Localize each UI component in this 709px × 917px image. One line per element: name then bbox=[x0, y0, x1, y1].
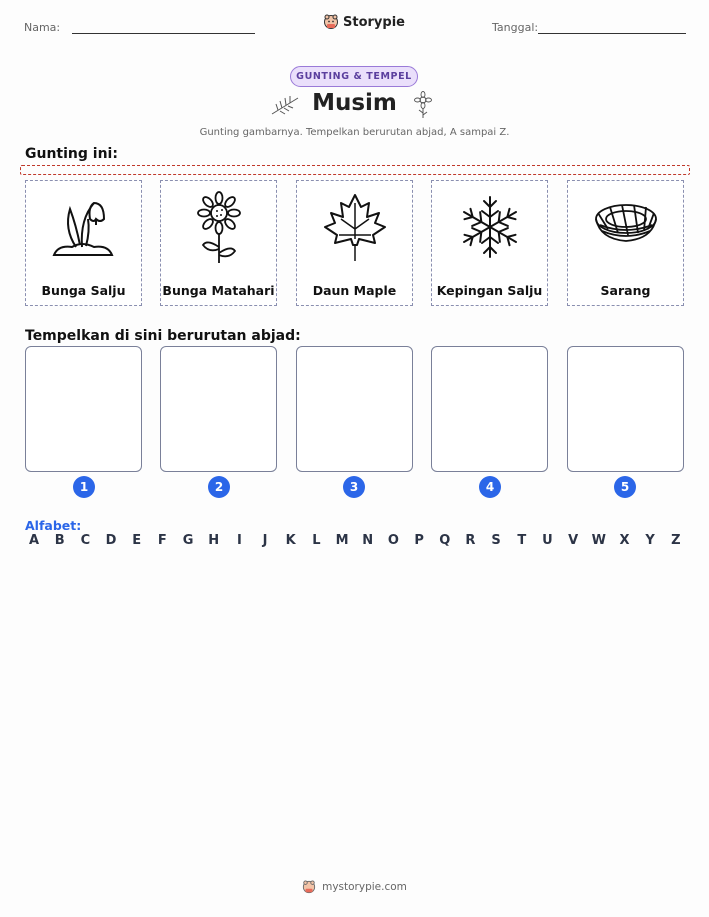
storypie-mascot-icon bbox=[302, 880, 316, 894]
alphabet-letter: K bbox=[285, 533, 296, 548]
flower-doodle-icon bbox=[412, 91, 434, 119]
paste-box-2[interactable] bbox=[160, 346, 277, 472]
cutout-card-maple-leaf[interactable] bbox=[296, 180, 413, 306]
slot-number: 5 bbox=[614, 476, 636, 498]
card-label: Daun Maple bbox=[312, 283, 397, 298]
alphabet-heading: Alfabet: bbox=[25, 518, 82, 533]
alphabet-letter: M bbox=[335, 533, 349, 548]
sunflower-icon bbox=[181, 189, 257, 265]
alphabet-letter: J bbox=[262, 533, 268, 548]
cutout-card-sunflower[interactable] bbox=[160, 180, 277, 306]
alphabet-letter: U bbox=[542, 533, 553, 548]
alphabet-row bbox=[25, 533, 685, 548]
brand-logo bbox=[323, 14, 405, 30]
alphabet-letter: E bbox=[132, 533, 142, 548]
footer-url[interactable]: mystorypie.com bbox=[322, 881, 407, 893]
card-label: Bunga Salju bbox=[41, 283, 126, 298]
nest-icon bbox=[588, 189, 664, 265]
activity-badge: GUNTING & TEMPEL bbox=[290, 66, 418, 87]
alphabet-letter: B bbox=[54, 533, 65, 548]
alphabet-letter: H bbox=[208, 533, 220, 548]
alphabet-letter: X bbox=[619, 533, 630, 548]
date-field-line[interactable] bbox=[538, 33, 686, 34]
storypie-mascot-icon bbox=[323, 14, 339, 30]
cut-section-heading: Gunting ini: bbox=[25, 146, 118, 162]
alphabet-letter: Q bbox=[439, 533, 451, 548]
slot-number: 3 bbox=[343, 476, 365, 498]
card-label: Bunga Matahari bbox=[162, 283, 275, 298]
name-field-line[interactable] bbox=[72, 33, 255, 34]
alphabet-letter: Z bbox=[671, 533, 681, 548]
alphabet-letter: P bbox=[414, 533, 424, 548]
cutout-card-snowflake[interactable] bbox=[431, 180, 548, 306]
alphabet-letter: L bbox=[312, 533, 321, 548]
alphabet-letter: F bbox=[157, 533, 167, 548]
alphabet-letter: R bbox=[465, 533, 476, 548]
paste-box-1[interactable] bbox=[25, 346, 142, 472]
instructions: Gunting gambarnya. Tempelkan berurutan abjad, A sampai Z. bbox=[199, 127, 510, 138]
card-label: Sarang bbox=[600, 283, 651, 298]
alphabet-letter: S bbox=[491, 533, 501, 548]
alphabet-letter: V bbox=[568, 533, 579, 548]
alphabet-letter: D bbox=[105, 533, 117, 548]
slot-number: 1 bbox=[73, 476, 95, 498]
cut-line bbox=[20, 165, 690, 175]
card-label: Kepingan Salju bbox=[436, 283, 543, 298]
alphabet-letter: N bbox=[362, 533, 374, 548]
alphabet-letter: G bbox=[182, 533, 194, 548]
slot-number: 2 bbox=[208, 476, 230, 498]
maple-leaf-icon bbox=[317, 189, 393, 265]
paste-section-heading: Tempelkan di sini berurutan abjad: bbox=[25, 328, 301, 344]
footer bbox=[0, 880, 709, 894]
paste-box-3[interactable] bbox=[296, 346, 413, 472]
alphabet-letter: C bbox=[80, 533, 91, 548]
page-title: Musim bbox=[312, 90, 397, 116]
paste-box-4[interactable] bbox=[431, 346, 548, 472]
name-label: Nama: bbox=[24, 21, 61, 34]
snowflake-icon bbox=[452, 189, 528, 265]
brand-name: Storypie bbox=[343, 14, 405, 30]
snowdrop-icon bbox=[46, 189, 122, 265]
alphabet-letter: A bbox=[28, 533, 40, 548]
alphabet-letter: W bbox=[591, 533, 606, 548]
cutout-card-snowdrop[interactable] bbox=[25, 180, 142, 306]
alphabet-letter: Y bbox=[645, 533, 655, 548]
cutout-card-nest[interactable] bbox=[567, 180, 684, 306]
alphabet-letter: I bbox=[236, 533, 242, 548]
alphabet-letter: T bbox=[517, 533, 527, 548]
alphabet-letter: O bbox=[387, 533, 399, 548]
slot-number: 4 bbox=[479, 476, 501, 498]
date-label: Tanggal: bbox=[492, 21, 539, 34]
paste-box-5[interactable] bbox=[567, 346, 684, 472]
